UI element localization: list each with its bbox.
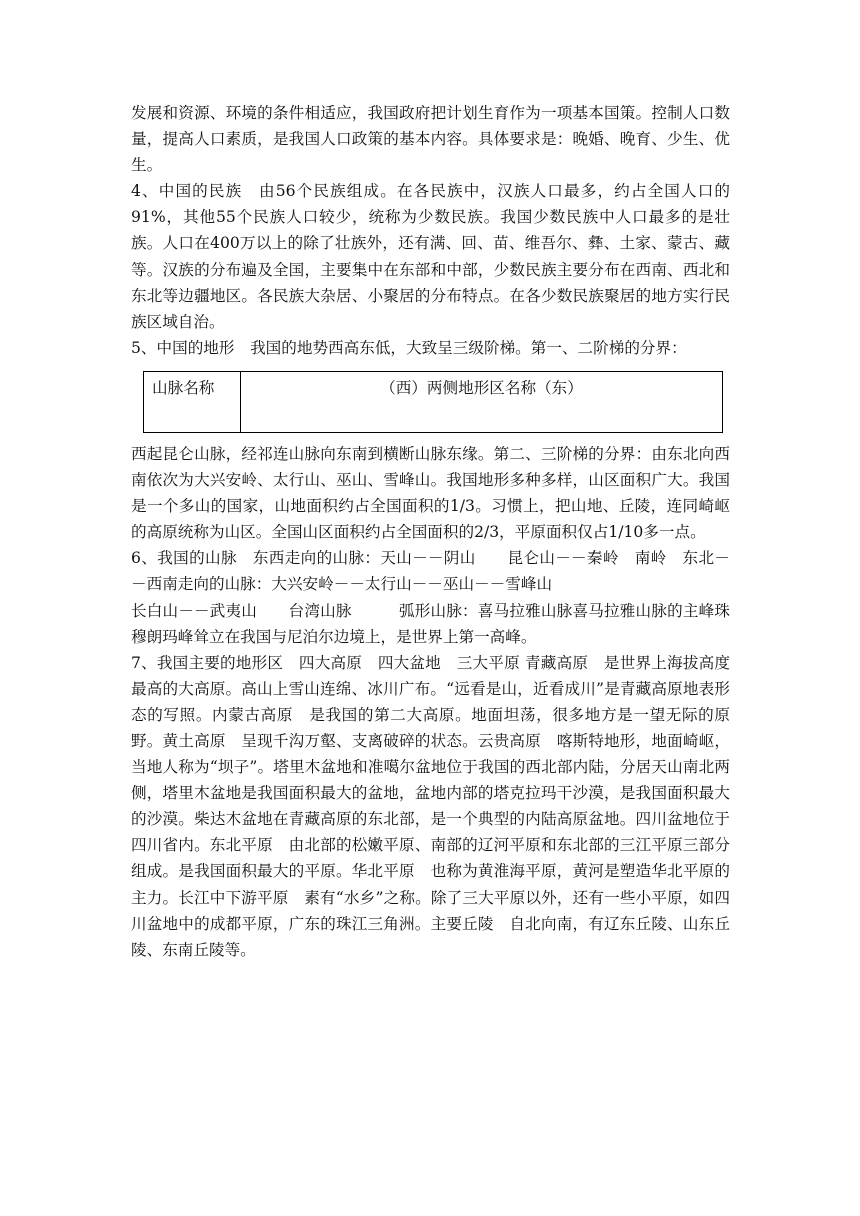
table-header-mountain-name: 山脉名称 bbox=[144, 371, 241, 432]
paragraph-population-policy: 发展和资源、环境的条件相适应，我国政府把计划生育作为一项基本国策。控制人口数量，提高人口素质，是我国人口政策的基本内容。具体要求是：晚婚、晚育、少生、优生。 bbox=[131, 104, 730, 175]
paragraph-terrain-boundaries: 西起昆仑山脉，经祁连山脉向东南到横断山脉东缘。第二、三阶梯的分界：由东北向西南依次为大兴安岭、太行山、巫山、雪峰山。我国地形多种多样，山区面积广大。我国是一个多山的国家，山地面积约占全国面积的1/3。习惯上，把山地、丘陵，连同崎岖的高原统称为山区。全国山区面积约占全国面积的2/3，平原面积仅占1/10多一点。 bbox=[131, 444, 730, 542]
table-header-terrain-regions: （西）两侧地形区名称（东） bbox=[241, 371, 723, 432]
document-page bbox=[131, 100, 730, 963]
mountain-table bbox=[143, 371, 723, 433]
paragraph-landform-regions: 7、我国主要的地形区 四大高原 四大盆地 三大平原 青藏高原 是世界上海拔高度最高的大高原。高山上雪山连绵、冰川广布。“远看是山，近看成川”是青藏高原地表形态的写照。内蒙古高原 是我国的第二大高原。地面坦荡，很多地方是一望无际的原野。黄土高原 呈现千沟万壑、支离破碎的状态。云贵高原 喀斯特地形，地面崎岖，当地人称为“坝子”。塔里木盆地和准噶尔盆地位于我国的西北部内陆，分居天山南北两侧，塔里木盆地是我国面积最大的盆地，盆地内部的塔克拉玛干沙漠，是我国面积最大的沙漠。柴达木盆地在青藏高原的东北部，是一个典型的内陆高原盆地。四川盆地位于四川省内。东北平原 由北部的松嫩平原、南部的辽河平原和东北部的三江平原三部分组成。是我国面积最大的平原。华北平原 也称为黄淮海平原，黄河是塑造华北平原的主力。长江中下游平原 素有“水乡”之称。除了三大平原以外，还有一些小平原，如四川盆地中的成都平原，广东的珠江三角洲。主要丘陵 自北向南，有辽东丘陵、山东丘陵、东南丘陵等。 bbox=[131, 653, 730, 959]
paragraph-terrain-intro: 5、中国的地形 我国的地势西高东低，大致呈三级阶梯。第一、二阶梯的分界： bbox=[131, 338, 687, 357]
document-body-continued bbox=[131, 441, 730, 963]
paragraph-mountains: 6、我国的山脉 东西走向的山脉：天山－－阴山 昆仑山－－秦岭 南岭 东北－－西南走向的山脉：大兴安岭－－太行山－－巫山－－雪峰山 bbox=[131, 549, 730, 594]
table-row bbox=[144, 371, 723, 432]
paragraph-mountains-cont: 长白山－－武夷山 台湾山脉 弧形山脉：喜马拉雅山脉喜马拉雅山脉的主峰珠穆朗玛峰耸立在我国与尼泊尔边境上，是世界上第一高峰。 bbox=[131, 601, 730, 646]
document-body bbox=[131, 100, 730, 361]
paragraph-ethnic-groups: 4、中国的民族 由56个民族组成。在各民族中，汉族人口最多，约占全国人口的91%，其他55个民族人口较少，统称为少数民族。我国少数民族中人口最多的是壮族。人口在400万以上的除了壮族外，还有满、回、苗、维吾尔、彝、土家、蒙古、藏等。汉族的分布遍及全国，主要集中在东部和中部，少数民族主要分布在西南、西北和东北等边疆地区。各民族大杂居、小聚居的分布特点。在各少数民族聚居的地方实行民族区域自治。 bbox=[131, 182, 730, 331]
